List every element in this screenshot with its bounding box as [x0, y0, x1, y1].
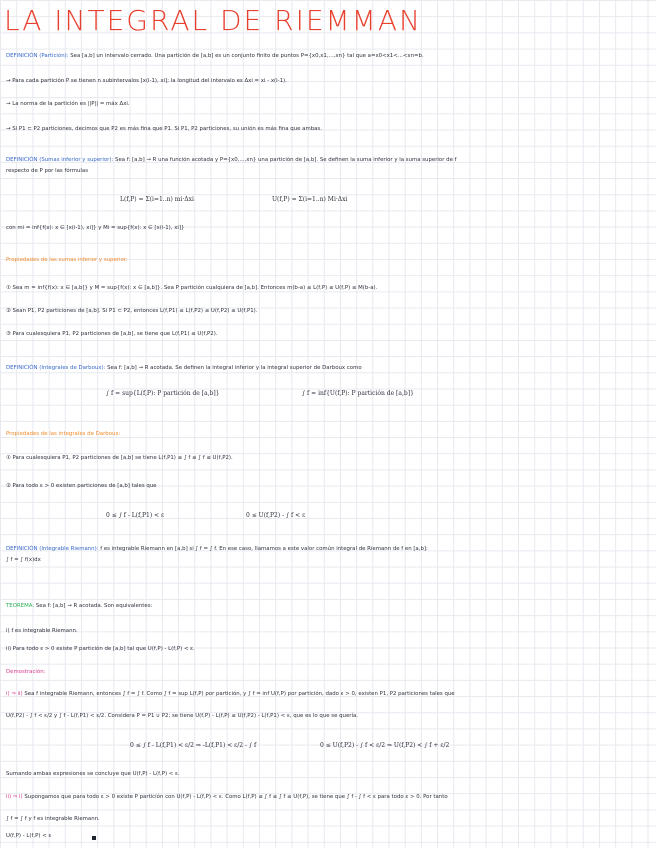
note-line	[6, 668, 646, 676]
note-text: Supongamos que para todo ε > 0 existe P partición con U(f,P) - L(f,P) < ε. Como L(f,P) ≤ ∫ f ≤ ∫ f ≤ U(f,P), se tiene que ∫ f - ∫ f < ε para todo ε > 0. Por tanto	[24, 794, 448, 800]
note-text: ∫ f = ∫ f y f es integrable Riemann.	[6, 816, 100, 822]
note-text: ① Sea m = inf{f(x): x ∈ [a,b]} y M = sup{f(x): x ∈ [a,b]}. Sea P partición cualquiera de [a,b]. Entonces m(b-a) ≤ L(f,P) ≤ U(f,P) ≤ M(b-a).	[6, 285, 378, 291]
note-line	[6, 224, 646, 232]
note-line	[6, 156, 646, 164]
formula: 0 ≤ ∫ f - L(f,P1) < ε/2 ⇒ -L(f,P1) < ε/2 - ∫ f	[130, 742, 257, 749]
note-line	[6, 556, 646, 564]
note-text: Sea f integrable Riemann, entonces ∫ f = ∫ f. Como ∫ f = sup L(f,P) por partición, y ∫ f = inf U(f,P) por partición, dado ε > 0, existen P1, P2 particiones tales que	[24, 691, 455, 697]
note-text: Sumando ambas expresiones se concluye que U(f,P) - L(f,P) < ε.	[6, 771, 180, 777]
note-text: → Para cada partición P se tienen n subintervalos [x(i-1), xi]; la longitud del intervalo es Δxi = xi - x(i-1).	[6, 78, 287, 84]
note-label: DEFINICIÓN (Integrales de Darboux):	[6, 365, 108, 371]
note-label: DEFINICIÓN (Sumas inferior y superior):	[6, 157, 116, 163]
note-line	[6, 815, 646, 823]
note-line	[6, 712, 646, 720]
note-text: Sea [a,b] un intervalo cerrado. Una partición de [a,b] es un conjunto finito de puntos P={x0,x1,...,xn} tal que a=x0<x1<...<xn=b.	[70, 53, 424, 59]
note-line	[6, 627, 646, 635]
note-label: Propiedades de las integrales de Darboux:	[6, 431, 121, 437]
page-title: LA INTEGRAL DE RIEMMAN	[4, 4, 422, 37]
formula: L(f,P) = Σ(i=1..n) mi·Δxi	[120, 196, 194, 203]
note-text: U(f,P) - L(f,P) < ε	[6, 833, 52, 839]
note-text: ii) Para todo ε > 0 existe P partición de [a,b] tal que U(f,P) - L(f,P) < ε.	[6, 646, 195, 652]
note-line	[6, 690, 646, 698]
note-text: U(f,P2) - ∫ f < ε/2 y ∫ f - L(f,P1) < ε/2. Considera P = P1 ∪ P2; se tiene U(f,P) - L(f,P) ≤ U(f,P2) - L(f,P1) < ε, que es lo que se quería.	[6, 713, 359, 719]
note-text: Sea f: [a,b] → R una función acotada y P={x0,...,xn} una partición de [a,b]. Se definen la suma inferior y la suma superior de f	[115, 157, 457, 163]
note-text: Sea f: [a,b] → R acotada. Son equivalentes:	[35, 603, 153, 609]
formula: ∫ f = sup{L(f,P): P partición de [a,b]}	[106, 390, 220, 397]
note-line	[6, 77, 646, 85]
note-label: DEFINICIÓN (Integrable Riemann):	[6, 546, 101, 552]
note-text: → La norma de la partición es ||P|| = máx Δxi.	[6, 101, 130, 107]
note-line	[6, 793, 646, 801]
note-label: TEOREMA:	[6, 603, 36, 609]
formula: 0 ≤ ∫ f - L(f,P1) < ε	[106, 512, 165, 519]
note-label: ii) ⇒ i)	[6, 794, 25, 800]
note-label: i) ⇒ ii)	[6, 691, 25, 697]
note-text: respecto de P por las fórmulas	[6, 168, 89, 174]
note-line	[6, 645, 646, 653]
note-text: ② Para todo ε > 0 existen particiones de [a,b] tales que	[6, 483, 157, 489]
formula: 0 ≤ U(f,P2) - ∫ f < ε/2 ⇒ U(f,P2) < ∫ f + ε/2	[320, 742, 450, 749]
note-text: ③ Para cualesquiera P1, P2 particiones de [a,b], se tiene que L(f,P1) ≤ U(f,P2).	[6, 331, 218, 337]
note-line	[6, 167, 646, 175]
note-line	[6, 770, 646, 778]
note-line	[6, 482, 646, 490]
note-line	[6, 100, 646, 108]
formula: U(f,P) = Σ(i=1..n) Mi·Δxi	[272, 196, 348, 203]
note-text: ∫ f = ∫ f(x)dx	[6, 557, 41, 563]
note-line	[6, 256, 646, 264]
note-text: ② Sean P1, P2 particiones de [a,b]. Si P1 ⊂ P2, entonces L(f,P1) ≤ L(f,P2) ≤ U(f,P2) ≤ U(f,P1).	[6, 308, 258, 314]
note-line	[6, 545, 646, 553]
end-of-proof-mark	[92, 836, 96, 840]
note-text: i) f es integrable Riemann.	[6, 628, 78, 634]
note-label: Demostración:	[6, 669, 46, 675]
formula: ∫ f = inf{U(f,P): P partición de [a,b]}	[302, 390, 414, 397]
note-line	[6, 330, 646, 338]
note-label: DEFINICIÓN (Partición):	[6, 53, 71, 59]
note-text: f es integrable Riemann en [a,b] si ∫ f = ∫ f. En ese caso, llamamos a este valor común integral de Riemann de f en [a,b]:	[100, 546, 428, 552]
note-text: Sea f: [a,b] → R acotada. Se definen la integral inferior y la integral superior de Darboux como	[107, 365, 362, 371]
note-line	[6, 52, 646, 60]
note-line	[6, 307, 646, 315]
note-line	[6, 602, 646, 610]
note-text: → Si P1 ⊂ P2 particiones, decimos que P2 es más fina que P1. Si P1, P2 particiones, su unión es más fina que ambas.	[6, 126, 322, 132]
note-line	[6, 430, 646, 438]
note-line	[6, 284, 646, 292]
note-line	[6, 125, 646, 133]
note-line	[6, 364, 646, 372]
note-text: con mi = inf{f(x): x ∈ [x(i-1), xi]} y Mi = sup{f(x): x ∈ [x(i-1), xi]}	[6, 225, 185, 231]
formula: 0 ≤ U(f,P2) - ∫ f < ε	[246, 512, 306, 519]
note-line	[6, 832, 646, 840]
note-line	[6, 454, 646, 462]
note-label: Propiedades de las sumas inferior y superior:	[6, 257, 128, 263]
note-text: ① Para cualesquiera P1, P2 particiones de [a,b] se tiene L(f,P1) ≤ ∫ f ≤ ∫ f ≤ U(f,P2).	[6, 455, 233, 461]
